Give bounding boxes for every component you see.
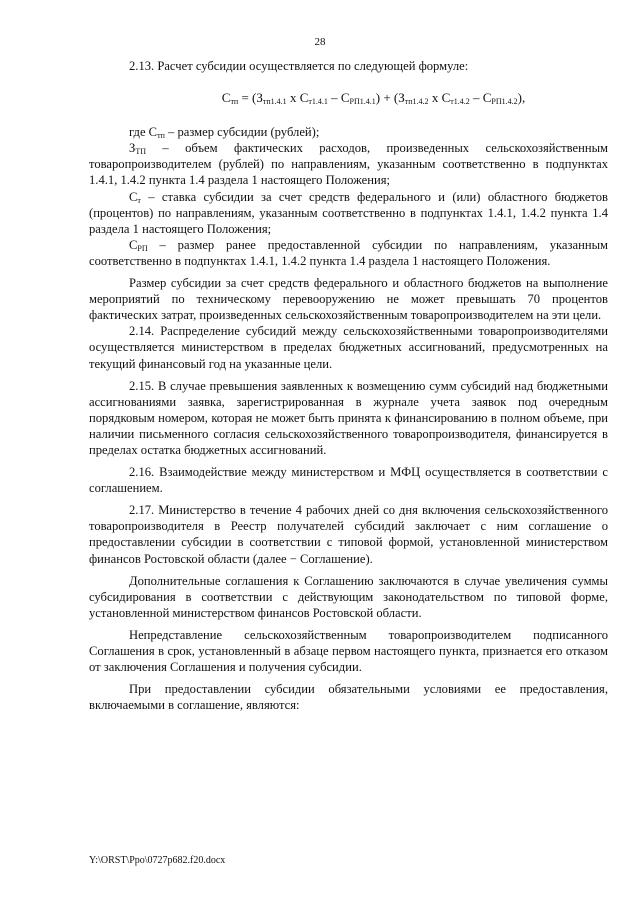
document-body	[89, 58, 608, 713]
footer-file-path: Y:\ORST\Ppo\0727p682.f20.docx	[89, 855, 226, 866]
nonsubmission-paragraph: Непредставление сельскохозяйственным товаропроизводителем подписанного Соглашения в срок, установленный в абзаце первом настоящего пункта, признается его отказом от заключения Соглашения и получения субсидии.	[89, 627, 608, 675]
paragraph-2-14: 2.14. Распределение субсидий между сельскохозяйственными товаропроизводителями осуществляется министерством в пределах бюджетных ассигнований, предусмотренных на текущий финансовый год на указанные цели.	[89, 324, 608, 371]
page-number: 28	[314, 36, 326, 48]
conditions-paragraph: При предоставлении субсидии обязательными условиями ее предоставления, включаемыми в соглашение, являются:	[89, 682, 608, 713]
paragraph-2-16: 2.16. Взаимодействие между министерством и МФЦ осуществляется в соответствии с соглашением.	[89, 465, 608, 496]
where-definition: где $С_{тп}$ – размер субсидии (рублей);	[129, 125, 320, 141]
paragraph-2-15: 2.15. В случае превышения заявленных к возмещению сумм субсидий над бюджетными ассигнованиями заявка, зарегистрированная в журнале учета заявок под очередным порядковым номером, которая не может быть принята к финансированию в полном объеме, при наличии письменного согласия сельскохозяйственного товаропроизводителя, финансируется в пределах остатка бюджетных ассигнований.	[89, 378, 608, 457]
size-limit-paragraph: Размер субсидии за счет средств федерального и областного бюджетов на выполнение мероприятий по техническому перевооружению не может превышать 70 процентов фактических затрат, произведенных сельскохозяйственным товаропроизводителем на эти цели.	[89, 276, 608, 323]
paragraph-2-17: 2.17. Министерство в течение 4 рабочих дней со дня включения сельскохозяйственного товаропроизводителя в Реестр получателей субсидий заключает с ним соглашение о предоставлении субсидии в соответствии с типовой формой, установленной министерством финансов Ростовской области (далее − Соглашение).	[89, 503, 608, 566]
additional-agreements-paragraph: Дополнительные соглашения к Соглашению заключаются в случае увеличения суммы субсидирования в соответствии с действующим законодательством по типовой форме, установленной министерством финансов Ростовской области.	[89, 573, 608, 620]
subsidy-formula: $С_{тп} = (З_{тп1.4.1}$ х $С_{т1.4.1} - С_{РП1.4.1}) + (З_{тп1.4.2}$ х $С_{т1.4.2} - С_{РП1.4.2}$),	[221, 90, 526, 107]
paragraph-2-13: 2.13. Расчет субсидии осуществляется по следующей формуле:	[129, 59, 469, 73]
ct-definition: $С_т$ – ставка субсидии за счет средств федерального и (или) областного бюджетов (процентов) по направлениям, указанным соответственно в подпунктах 1.4.1, 1.4.2 пункта 1.4 раздела 1 настоящего Положения;	[89, 189, 608, 236]
ztp-definition: $З_{ТП}$ – объем фактических расходов, произведенных сельскохозяйственным товаропроизводителем (рублей) по направлениям, указанным соответственно в подпунктах 1.4.1, 1.4.2 пункта 1.4 раздела 1 настоящего Положения;	[89, 141, 608, 188]
crp-definition: $С_{РП}$ – размер ранее предоставленной субсидии по направлениям, указанным соответственно в подпунктах 1.4.1, 1.4.2 пункта 1.4 раздела 1 настоящего Положения.	[89, 237, 608, 268]
